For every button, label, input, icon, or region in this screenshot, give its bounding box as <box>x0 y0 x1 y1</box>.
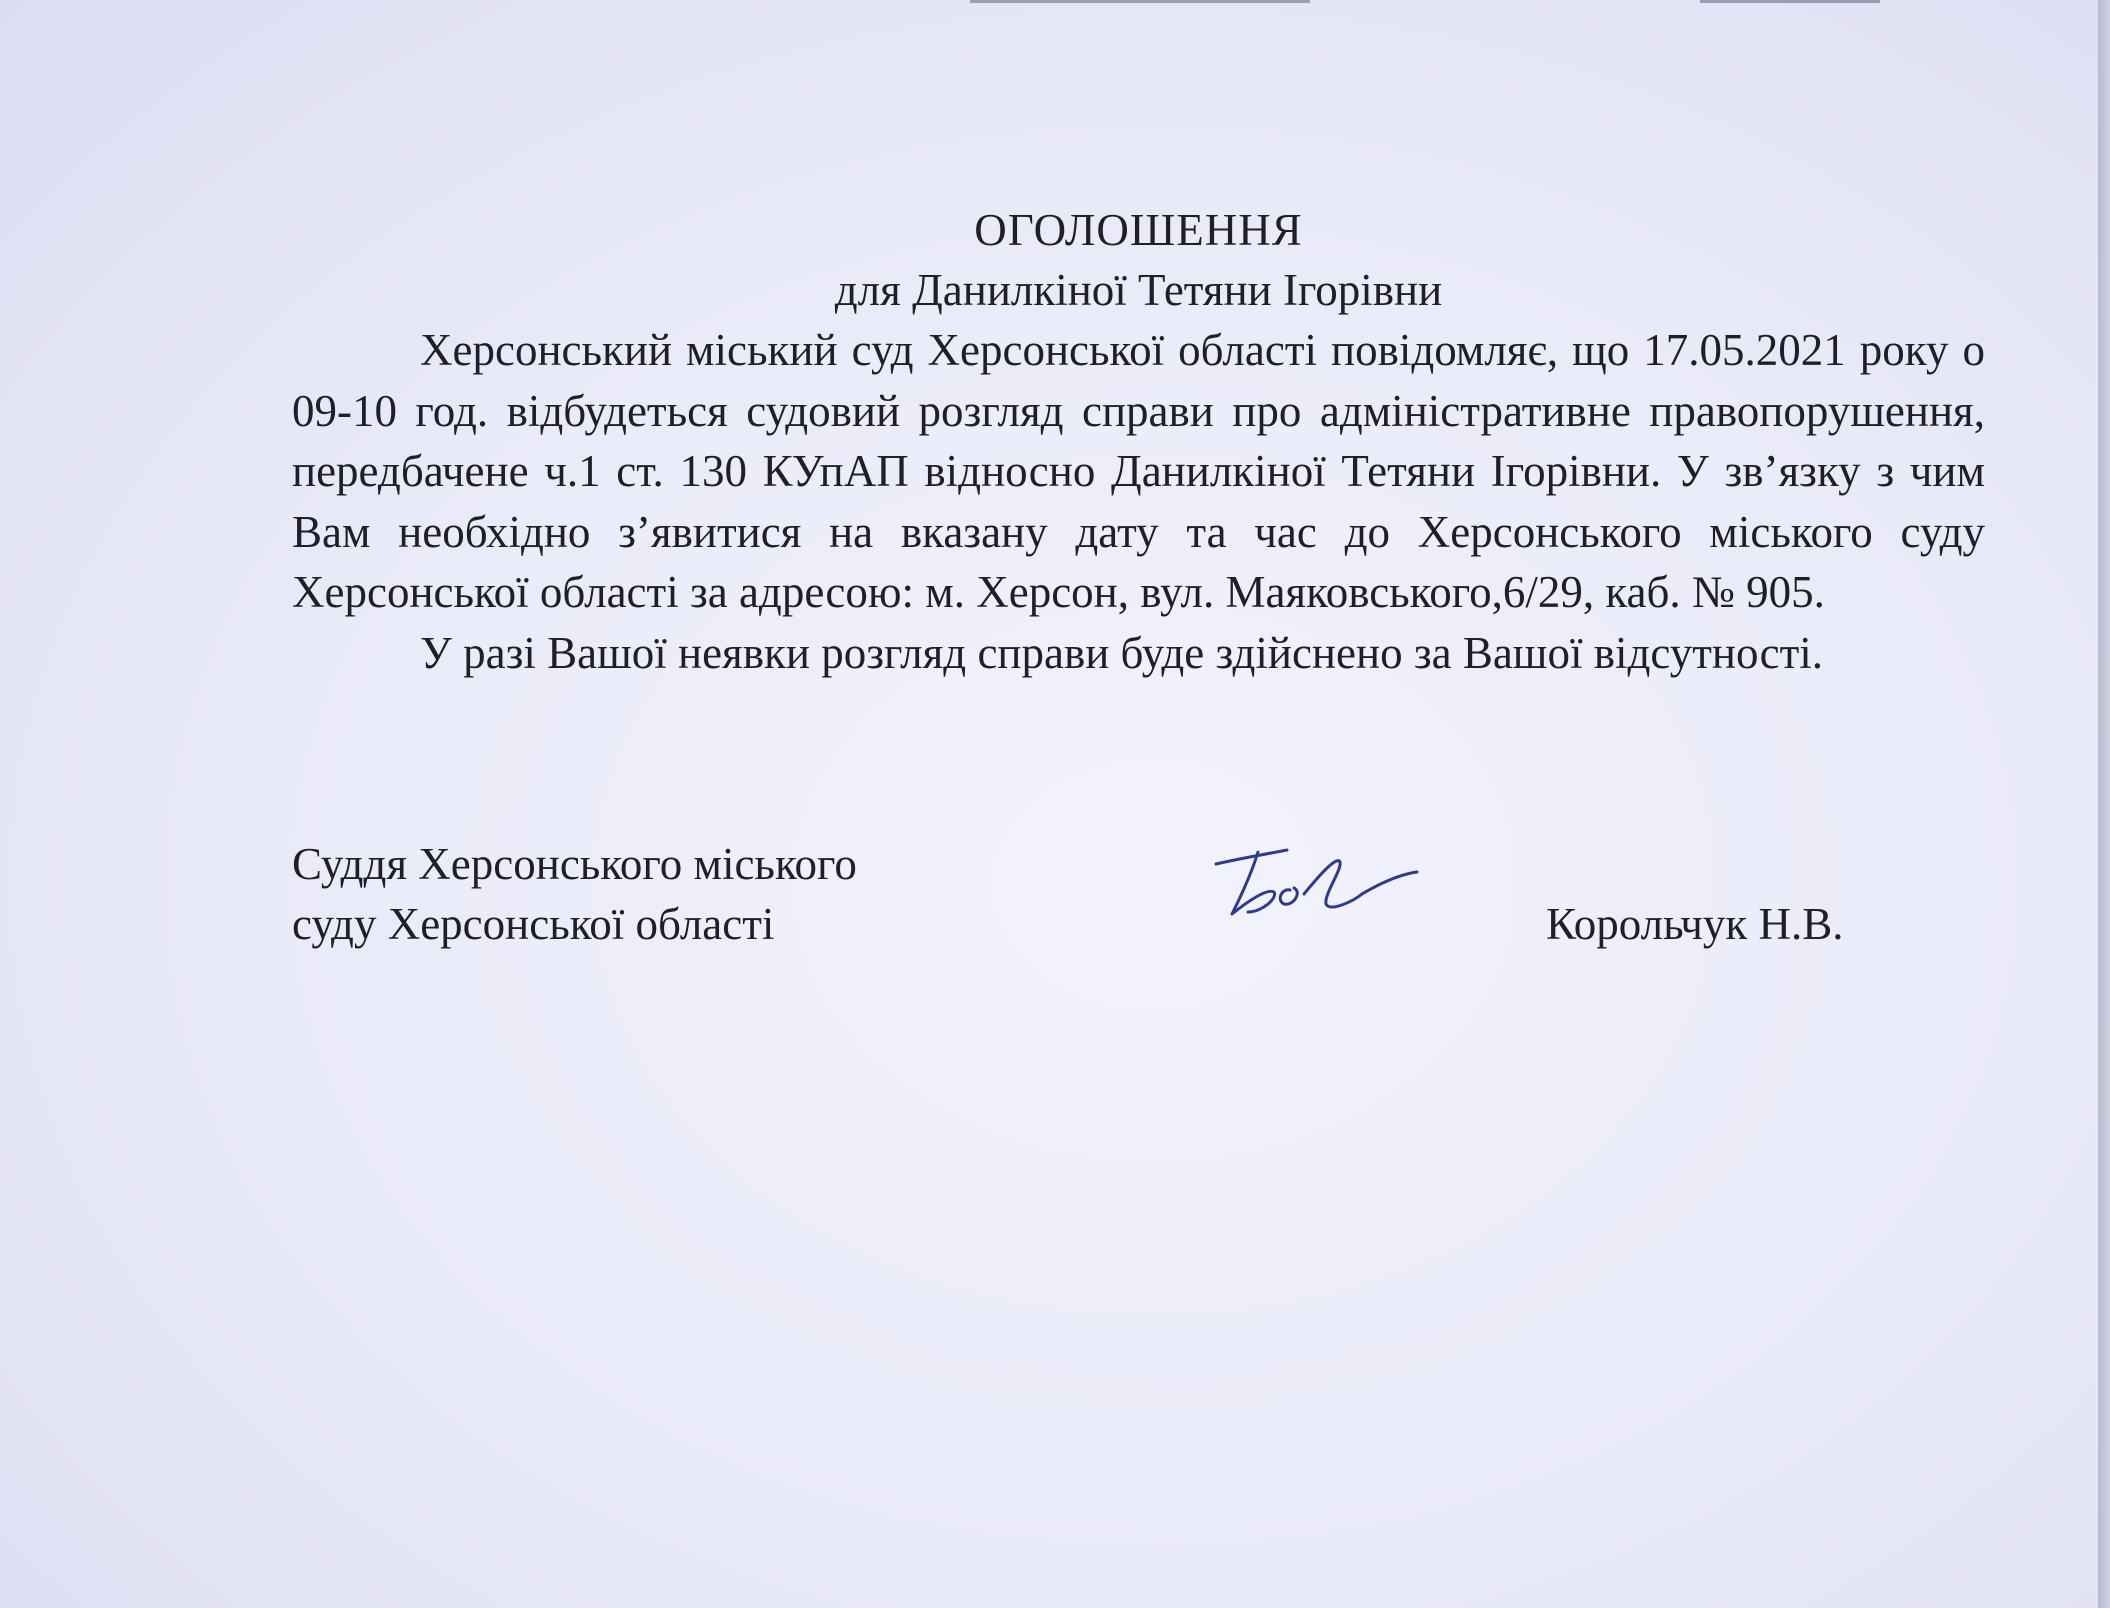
announcement-body <box>292 320 1985 683</box>
judge-position <box>292 834 857 954</box>
document-title: ОГОЛОШЕННЯ <box>974 205 1303 255</box>
page-edge-mark <box>970 0 1310 3</box>
judge-name: Корольчук Н.В. <box>1546 899 1844 949</box>
position-line: суду Херсонської області <box>292 899 775 949</box>
addressee-line: для Данилкіної Тетяни Ігорівни <box>834 265 1443 315</box>
handwritten-signature <box>1212 842 1422 922</box>
page-edge-mark <box>1700 0 1880 3</box>
position-line: Суддя Херсонського міського <box>292 839 857 889</box>
page-edge-shadow <box>2098 0 2110 1608</box>
body-paragraph: У разі Вашої неявки розгляд справи буде здійснено за Вашої відсутності. <box>420 627 1823 678</box>
body-paragraph: Херсонський міський суд Херсонської області повідомляє, що 17.05.2021 року о 09-10 год. відбудеться судовий розгляд справи про адміністративне правопорушення, передбачене ч.1 ст. 130 КУпАП відносно Данилкіної Тетяни Ігорівни. У зв’язку з чим Вам необхідно з’явитися на вказану дату та час до Херсонського міського суду Херсонської області за адресою: м. Херсон, вул. Маяковського,6/29, каб. № 905. <box>292 325 1985 617</box>
